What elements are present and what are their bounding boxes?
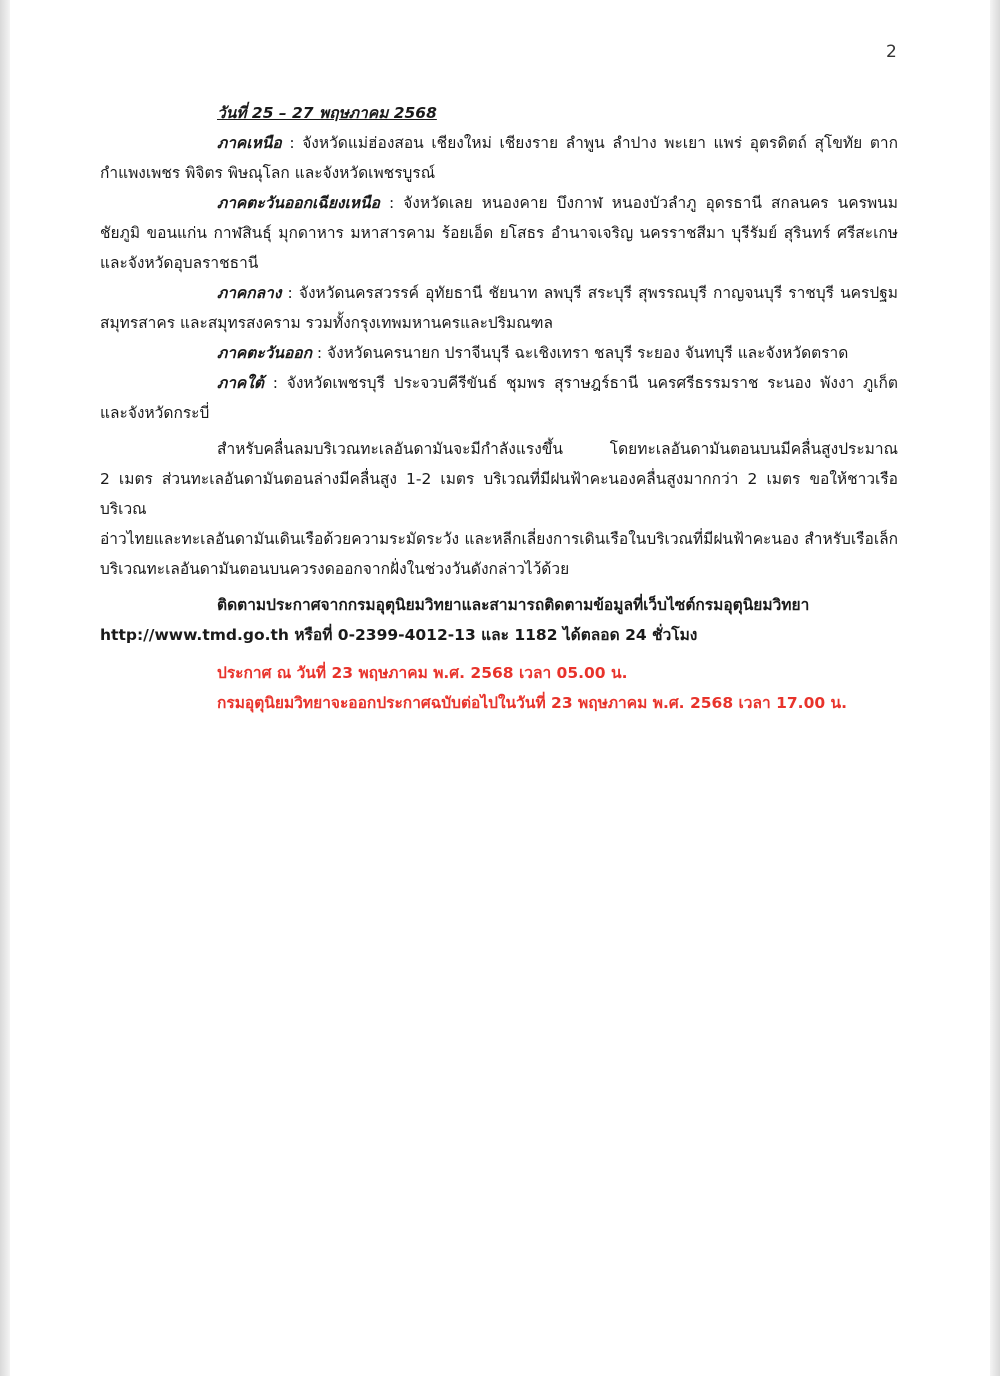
region-central-line-2: สมุทรสาคร และสมุทรสงคราม รวมทั้งกรุงเทพมหานครและปริมณฑล: [100, 314, 554, 332]
page-number: 2: [886, 42, 897, 62]
region-north-line-1: [100, 128, 898, 158]
region-northeast-line-3: และจังหวัดอุบลราชธานี: [100, 254, 259, 272]
page-frame-right: [990, 0, 1000, 1376]
announcement-next: กรมอุตุนิยมวิทยาจะออกประกาศฉบับต่อไปในวันที่ 23 พฤษภาคม พ.ศ. 2568 เวลา 17.00 น.: [217, 694, 848, 712]
region-north-text-1: : จังหวัดแม่ฮ่องสอน เชียงใหม่ เชียงราย ลำพูน ลำปาง พะเยา แพร่ อุตรดิตถ์ สุโขทัย ตาก: [281, 134, 898, 152]
wave-line-1: สำหรับคลื่นลมบริเวณทะเลอันดามันจะมีกำลังแรงขึ้น โดยทะเลอันดามันตอนบนมีคลื่นสูงประมาณ: [217, 440, 898, 458]
region-north-line-2: กำแพงเพชร พิจิตร พิษณุโลก และจังหวัดเพชรบูรณ์: [100, 164, 436, 182]
wave-line-4: บริเวณทะเลอันดามันตอนบนควรงดออกจากฝั่งในช่วงวันดังกล่าวไว้ด้วย: [100, 560, 570, 578]
follow-line-1: ติดตามประกาศจากกรมอุตุนิยมวิทยาและสามารถติดตามข้อมูลที่เว็บไซต์กรมอุตุนิยมวิทยา: [217, 596, 810, 614]
region-south-label: ภาคใต้: [217, 374, 264, 392]
region-north-label: ภาคเหนือ: [217, 134, 282, 152]
document-body: [100, 98, 898, 718]
wave-line-3: อ่าวไทยและทะเลอันดามันเดินเรือด้วยความระมัดระวัง และหลีกเลี่ยงการเดินเรือในบริเวณที่มีฝนฟ้าคะนอง สำหรับเรือเล็ก: [100, 530, 898, 548]
page-frame-left: [0, 0, 10, 1376]
wave-line-2: 2 เมตร ส่วนทะเลอันดามันตอนล่างมีคลื่นสูง 1-2 เมตร บริเวณที่มีฝนฟ้าคะนองคลื่นสูงมากกว่า 2 เมตร ขอให้ชาวเรือบริเวณ: [100, 470, 898, 518]
region-central-text-1: : จังหวัดนครสวรรค์ อุทัยธานี ชัยนาท ลพบุรี สระบุรี สุพรรณบุรี กาญจนบุรี ราชบุรี นครปฐม: [281, 284, 898, 302]
region-central-line-1: [100, 278, 898, 308]
date-heading: วันที่ 25 – 27 พฤษภาคม 2568: [217, 104, 437, 122]
region-south-text-1: : จังหวัดเพชรบุรี ประจวบคีรีขันธ์ ชุมพร สุราษฎร์ธานี นครศรีธรรมราช ระนอง พังงา ภูเก็ต: [263, 374, 898, 392]
announcement-issued: ประกาศ ณ วันที่ 23 พฤษภาคม พ.ศ. 2568 เวลา 05.00 น.: [217, 664, 628, 682]
region-northeast-text-1: : จังหวัดเลย หนองคาย บึงกาฬ หนองบัวลำภู อุดรธานี สกลนคร นครพนม: [379, 194, 898, 212]
follow-line-2: http://www.tmd.go.th หรือที่ 0-2399-4012-13 และ 1182 ได้ตลอด 24 ชั่วโมง: [100, 626, 698, 644]
region-east-label: ภาคตะวันออก: [217, 344, 312, 362]
region-central-label: ภาคกลาง: [217, 284, 282, 302]
region-northeast-line-1: [100, 188, 898, 218]
wave-paragraph: [100, 434, 898, 584]
region-east-text-1: : จังหวัดนครนายก ปราจีนบุรี ฉะเชิงเทรา ชลบุรี ระยอง จันทบุรี และจังหวัดตราด: [311, 344, 849, 362]
region-south-line-1: [100, 368, 898, 398]
region-south-line-2: และจังหวัดกระบี่: [100, 404, 210, 422]
follow-paragraph: [100, 590, 898, 650]
date-heading-line: [100, 98, 898, 128]
region-northeast-line-2: ชัยภูมิ ขอนแก่น กาฬสินธุ์ มุกดาหาร มหาสารคาม ร้อยเอ็ด ยโสธร อำนาจเจริญ นครราชสีมา บุรีรัมย์ สุรินทร์ ศรีสะเกษ: [100, 224, 898, 242]
region-northeast-label: ภาคตะวันออกเฉียงเหนือ: [217, 194, 380, 212]
region-east-line-1: [100, 338, 898, 368]
